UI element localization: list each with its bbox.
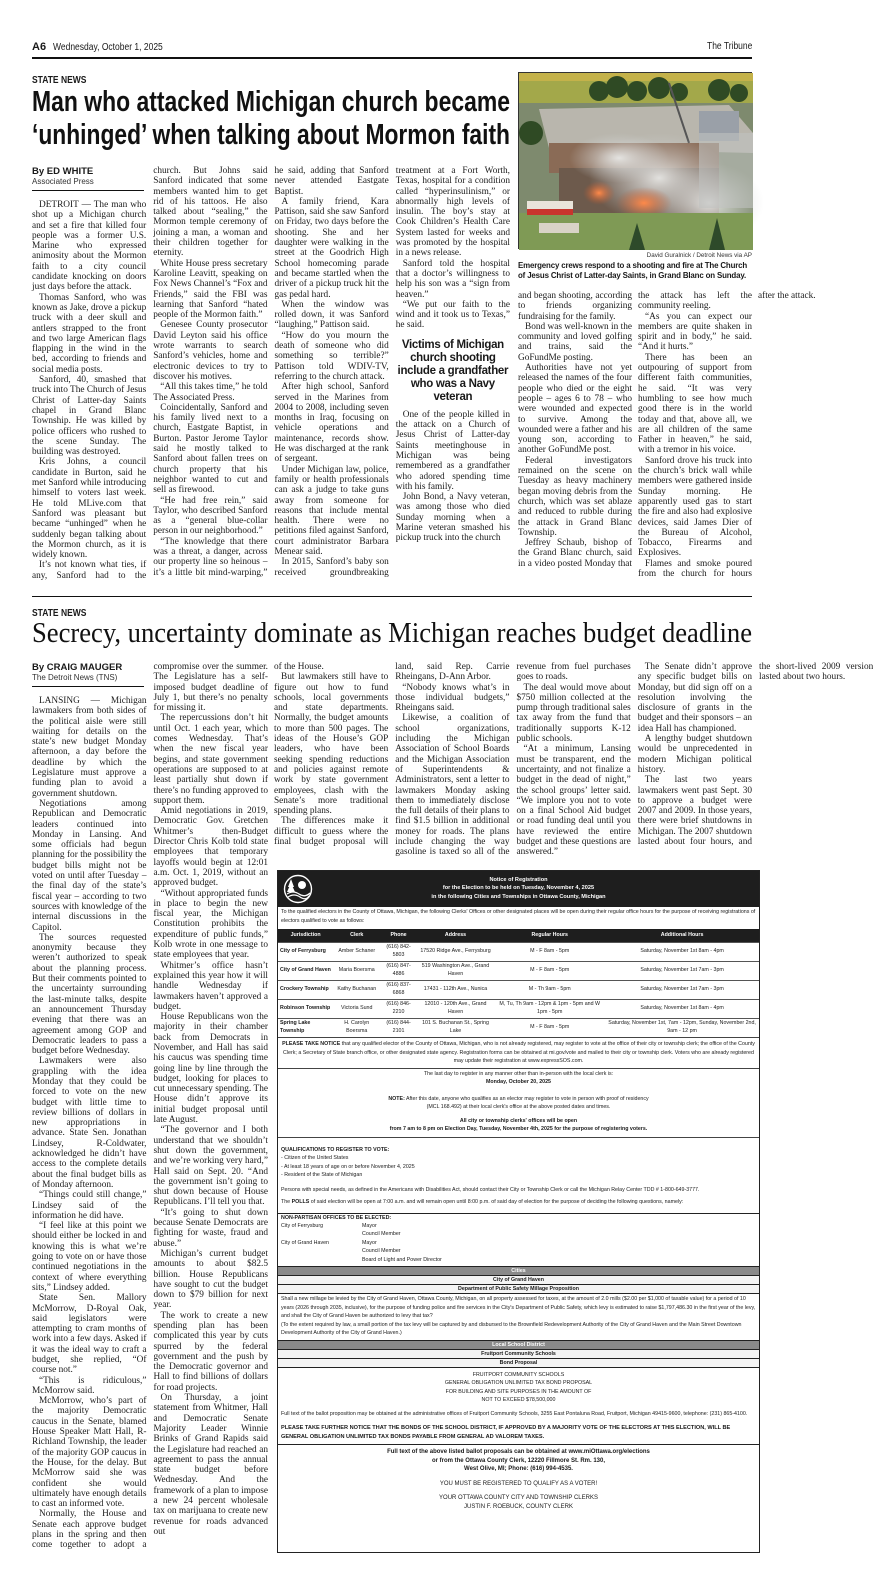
issue-date: Wednesday, October 1, 2025 — [52, 42, 163, 53]
millage-text: Shall a new millage be levied by the City of Grand Haven, Ottawa County, Michigan, on all property assessed for taxes, at the amount of 2.0 mills ($2.00 per $1,000 of taxable value) for a period of 10 years (2026 through 2035, inclusive), for the purpose of funding police and fire services in the City's Department of Public Safety, which levy is estimated to raise $1,797,486.30 in the first year of the levy, and shall the City of Grand Haven be authorized to levy that tax? — [281, 1296, 756, 1320]
article-paragraph: DETROIT — The man who shot up a Michigan church and set a fire that killed four people was a former U.S. Marine who expressed animosity about the Mormon faith to a city council candidate knocking on doors just days before the attack. — [32, 200, 147, 293]
table-cell: 12010 - 120th Ave., Grand Haven — [417, 1000, 495, 1019]
polls-lead: The — [281, 1199, 292, 1205]
article-paragraph: Genesee County prosecutor David Leyton said his office wrote warrants to search Sanford’s vehicles, home and electronic devices to try to discover his motives. — [153, 320, 268, 382]
article1-headline — [32, 86, 510, 152]
school-name: Fruitport Community Schools — [278, 1349, 759, 1358]
article-paragraph: The sources requested anonymity because they weren’t authorized to speak about the planning process. But their comments pointed to the uncertainty surrounding the last-minute talks, despite an announcement Thursday evening that there was an agreement among GOP and Democratic leaders to pass a budget before Wednesday. — [32, 932, 147, 1057]
office-title: Council Member — [362, 1231, 401, 1238]
table-cell: H. Carolyn Boersma — [333, 1019, 380, 1038]
article2-body-main — [32, 662, 268, 1554]
qualification-item: - Resident of the State of Michigan — [281, 1172, 363, 1178]
notice-intro: To the qualified electors in the County of Ottawa, Michigan, the following Clerks' Offices or other designated places will be open during their regular office hours for the purpose of receiving registrations of electors qualified to vote as follows: — [281, 909, 756, 924]
table-cell: Saturday, November 1st 7am - 3pm — [605, 962, 759, 981]
headline-line — [32, 119, 510, 152]
table-cell: (616) 847-4886 — [380, 962, 416, 981]
article-paragraph: Thomas Sanford, who was known as Jake, drove a pickup truck with a deer skull and antlers strapped to the front and two large American flags flapping in the wind in the bed, according to friends and social media posts. — [32, 292, 147, 375]
office-jurisdiction — [278, 1230, 359, 1238]
table-cell: M - F 8am - 5pm — [494, 962, 605, 981]
election-day-hours: All city or township clerks' offices will be open — [459, 1117, 578, 1124]
office-title: Board of Light and Power Director — [362, 1256, 442, 1263]
polls-bold: POLLS — [291, 1199, 310, 1205]
qualification-item: - At least 18 years of age on or before November 4, 2025 — [281, 1163, 415, 1170]
article-paragraph: The work to create a new spending plan has been complicated this year by cuts spurred by the federal government and the push by the Democratic governor and Hall to find billions of dollars for road projects. — [153, 1310, 268, 1393]
article-paragraph: It’s not known what ties, if any, Sanford had to the church. But Johns said Sanford indicated that some members wanted him to get rid of his tattoos. He also talked about “sealing,” the Mormon temple ceremony of joining a man, a woman and their children together for eternity. — [32, 166, 268, 581]
article-paragraph: The repercussions don’t hit until Oct. 1 each year, which comes Wednesday. That’s when the new fiscal year begins, and state government operations are supposed to at least partially shut down if there’s no funding approved to support them. — [153, 713, 268, 806]
article-paragraph: Michigan’s current budget amounts to about $82.5 billion. House Republicans have sought to cut the budget down to $79 billion for next year. — [153, 1248, 268, 1311]
office-title: Mayor — [362, 1223, 377, 1229]
bond-line: GENERAL OBLIGATION UNLIMITED TAX BOND PROPOSAL — [444, 1380, 593, 1387]
table-cell: City of Grand Haven — [278, 962, 333, 981]
table-column-header: Address — [417, 929, 495, 943]
special-needs-text: Persons with special needs, as defined in the Americans with Disabilities Act, should contact their City or Township Clerk or call the Michigan Relay Center TDD # 1-800-649-3777. — [281, 1186, 700, 1193]
last-day-text: The last day to register in any manner other than in-person with the local clerk is: — [423, 1070, 614, 1077]
table-cell: (616) 846-2210 — [380, 1000, 416, 1019]
signoff-line: JUSTIN F. ROEBUCK, COUNTY CLERK — [464, 1504, 573, 1510]
article-paragraph: John Bond, a Navy veteran, was among those who died Sunday morning when a Marine veteran smashed his pickup truck into the church — [395, 492, 510, 544]
bond-text: Full text of the ballot proposition may be obtained at the administrative offices of Fruitport Community Schools, 3255 East Pontaluna Road, Fruitport, Michigan 49415-9600, telephone: (231) 865-4100. — [281, 1410, 748, 1417]
table-cell: (616) 842-5803 — [380, 943, 416, 962]
qualification-item: - Citizen of the United States — [281, 1155, 349, 1161]
qualifications-section — [278, 1137, 759, 1213]
table-column-header: Phone — [380, 929, 416, 943]
full-text-line: Full text of the above listed ballot proposals can be obtained at www.miOttawa.org/elections — [387, 1449, 650, 1456]
article1-body-continued — [518, 291, 816, 587]
article-paragraph: Kris Johns, a council candidate in Burton, said he met Sanford while introducing himself to voters last week. He told MLive.com that Sanford was pleasant but became “unhinged” when he suddenly began talking about the Mormon church, as it is widely known. — [32, 457, 147, 561]
article-paragraph: A lengthy budget shutdown would be unprecedented in modern Michigan political history. — [637, 734, 752, 775]
byline — [32, 166, 144, 191]
article-paragraph: Likewise, a coalition of school organizations, including the Michigan Association of School Boards and the Michigan Association of Superintendents & Administrators, sent a letter to lawmakers Monday asking them to immediately disclose the full details of their plans to find $1.5 billion in additional money for roads. The plans include changing the way gasoline is taxed so all of the revenue from fuel purchases goes to roads. — [395, 662, 631, 858]
article-paragraph: “All this takes time,” he told The Associated Press. — [153, 382, 268, 403]
article-paragraph: McMorrow, who’s part of the majority Democratic caucus in the Senate, blamed House Speaker Matt Hall, R-Richland Township, the leader of the majority GOP caucus in the House, for the delay. But McMorrow said she was confident she would ultimately have enough details to cast an informed vote. — [32, 1396, 147, 1510]
article-paragraph: Amid negotiations in 2019, Democratic Gov. Gretchen Whitmer’s then-Budget Director Chris Kolb told state employees that temporary layoffs would begin at 12:01 a.m. Oct. 1, 2019, without an approved budget. — [153, 806, 268, 889]
article-paragraph: The Senate didn’t approve any specific budget bills on Monday, but did sign off on a resolution involving the disclosure of grants in the budget and their sponsors – an idea Hall has championed. — [637, 662, 752, 734]
bond-line: NOT TO EXCEED $78,500,000 — [481, 1397, 556, 1404]
office-jurisdiction — [278, 1256, 359, 1264]
article-paragraph: “At a minimum, Lansing must be transparent, end the uncertainty, and not finalize a budget in the dead of night,” the school groups’ letter said. “We implore you not to vote on a final School Aid budget or road funding deal until you have reviewed the entire budget and these questions are answered.” — [516, 744, 631, 858]
article-paragraph: Flames and smoke poured from the church for hours after the attack. — [638, 291, 816, 580]
article-paragraph: On Thursday, a joint statement from Whitmer, Hall and Democratic Senate Majority Leader Winnie Brinks of Grand Rapids said the Legislature had reached an agreement to pass the annual state budget before Wednesday. And the framework of a plan to impose a new 24 percent wholesale tax on marijuana to create new revenue for roads advanced out — [153, 1393, 268, 1537]
table-cell: Amber Schaner — [333, 943, 380, 962]
city-name: City of Grand Haven — [278, 1275, 759, 1284]
note-lead: NOTE: — [388, 1095, 405, 1102]
bond-proposal — [278, 1367, 759, 1445]
take-notice-lead: PLEASE TAKE NOTICE — [282, 1041, 341, 1047]
section-label: STATE NEWS — [32, 608, 87, 619]
table-cell: 17431 - 112th Ave., Nunica — [417, 981, 495, 1000]
headline-line — [32, 617, 752, 651]
table-column-header: Clerk — [333, 929, 380, 943]
must-register-text: YOU MUST BE REGISTERED TO QUALIFY AS A VOTER! — [439, 1480, 598, 1487]
millage-proposition — [278, 1293, 759, 1340]
article-paragraph: Lawmakers were also grappling with the idea Monday that they could be forced to vote on the new budget with little time to review billions of dollars in new appropriations in advance. State Sen. Jonathan Lindsey, R-Coldwater, acknowledged he didn’t have access to the complete details about the final budget bills as of Monday afternoon. — [32, 1056, 147, 1190]
article-paragraph: When the window was rolled down, it was Sanford “laughing,” Pattison said. — [274, 299, 389, 331]
full-text-line: West Olive, MI; Phone: (616) 994-4535. — [464, 1466, 573, 1473]
byline-author: By ED WHITE — [32, 166, 94, 177]
table-cell: M - F 8am - 5pm — [494, 943, 605, 962]
table-column-header: Regular Hours — [494, 929, 605, 943]
headline-text: ‘unhinged’ when talking about Mormon faith — [32, 119, 510, 151]
office-jurisdiction: City of Grand Haven — [281, 1239, 329, 1246]
article-paragraph: “I feel like at this point we should either be locked in and knowing this is what we’re going to vote on or have those continued negotiations in the context of where everything sits,” Lindsey added. — [32, 1221, 147, 1293]
article-paragraph: The differences make it difficult to guess where the final budget proposal will land, said Rep. Carrie Rheingans, D-Ann Arbor. — [274, 662, 510, 848]
article-paragraph: Sanford, 40, smashed that truck into The Church of Jesus Christ of Latter-day Saints chapel in Grand Blanc Township. He was killed by police officers who rushed to the scene Sunday. The building was destroyed. — [32, 375, 147, 458]
article-paragraph: Jeffrey Schaub, bishop of the Grand Blanc church, said in a video posted Monday that the attack has left the community reeling. — [518, 291, 752, 569]
note-text: (MCL 168.492) at their local clerk's office at the above posted dates and times. — [426, 1104, 611, 1110]
header-rule — [32, 57, 752, 59]
offices-title: NON-PARTISAN OFFICES TO BE ELECTED: — [281, 1214, 392, 1221]
table-cell: M, Tu, Th 9am - 12pm & 1pm - 5pm and W 1pm - 5pm — [494, 1000, 605, 1019]
table-cell: (616) 844-2101 — [380, 1019, 416, 1038]
office-row — [278, 1247, 445, 1255]
table-cell: Kathy Buchanan — [333, 981, 380, 1000]
note-text: After this date, anyone who qualifies as an elector may register to vote in person with proof of residency — [404, 1095, 649, 1102]
table-cell: Saturday, November 1st 7am - 3pm — [605, 981, 759, 1000]
polls-text — [281, 1198, 756, 1207]
article-paragraph: But lawmakers still have to figure out how to fund schools, local governments and state departments. Normally, the budget amounts to more than 500 pages. The ideas of the House’s GOP leaders, who have been seeking spending reductions and policies against remote work by state government employees, clash with the Senate’s more traditional spending plans. — [274, 672, 389, 817]
article-paragraph: “We put our faith to the wind and it took us to Texas,” he said. — [395, 299, 510, 331]
article-paragraph: A family friend, Kara Pattison, said she saw Sanford on Friday, two days before the shooting. She and her daughter were walking in the street at the Goodrich High School homecoming parade and became startled when the driver of a pickup truck hit the gas pedal hard. — [274, 196, 389, 300]
office-row — [278, 1222, 445, 1230]
article-paragraph: The last two years lawmakers went past Sept. 30 to approve a budget were 2007 and 2009. In those years, there were brief shutdowns in Michigan. The 2007 shutdown lasted about four hours, and the short-lived 2009 version lasted about two hours. — [637, 662, 873, 848]
publication-name: The Tribune — [706, 41, 752, 52]
take-notice-text: that any qualified elector of the County of Ottawa, Michigan, who is not already registered, may register to vote at the office of their city or township clerk; the office of the County Clerk; a Secretary of State branch office, or other designated state agency. Registration forms can be obtained at mi.gov/vote and mailed to their city or township clerk. Voters who are already registered may update their registration at www.expressSOS.com. — [283, 1041, 755, 1064]
ottawa-county-seal-icon — [283, 874, 313, 904]
article-paragraph: Sanford drove his truck into the church’s brick wall while members were gathered inside Sunday morning. He apparently used gas to start the fire and also had explosive devices, said James Dier of the Bureau of Alcohol, Tobacco, Firearms and Explosives. — [638, 455, 752, 559]
bond-notice: PLEASE TAKE FURTHER NOTICE THAT THE BONDS OF THE SCHOOL DISTRICT, IF APPROVED BY A MAJORITY VOTE OF THE ELECTORS AT THIS ELECTION, WILL BE GENERAL OBLIGATION UNLIMITED TAX BONDS PAYABLE FROM GENERAL AD VALOREM TAXES. — [281, 1425, 731, 1440]
table-row — [278, 1019, 759, 1038]
church-fire-photo — [518, 72, 752, 249]
signoff-line: YOUR OTTAWA COUNTY CITY AND TOWNSHIP CLERKS — [439, 1495, 598, 1502]
article-paragraph: The deal would move about $750 million collected at the pump through traditional sales tax away from the fund that traditionally supports K-12 public schools. — [516, 682, 631, 745]
article-paragraph: Negotiations among Republican and Democratic leaders continued into Monday in Lansing. And some officials had begun planning for the possibility the budget bills might not be voted on until after Tuesday – the final day of the state’s fiscal year – according to two sources with knowledge of the internal discussions in the Capitol. — [32, 798, 147, 933]
table-row — [278, 943, 759, 962]
article-paragraph: “The knowledge that there was a threat, a danger, across our property line so heinous – it’s a little bit mind-warping,” he said, adding that Sanford never attended Eastgate Baptist. — [153, 166, 389, 578]
registration-notice — [277, 870, 760, 1553]
millage-title: Department of Public Safety Millage Proposition — [278, 1284, 759, 1293]
table-cell: Crockery Township — [278, 981, 333, 1000]
table-cell: M - Th 9am - 5pm — [494, 981, 605, 1000]
article-paragraph: After high school, Sanford served in the Marines from 2004 to 2008, including seven months in Iraq, focusing on vehicle operations and maintenance, records show. He was discharged at the rank of sergeant. — [274, 382, 389, 465]
registration-deadline — [278, 1068, 759, 1137]
byline-organization: The Detroit News (TNS) — [32, 673, 118, 682]
article-paragraph: of the House. — [274, 662, 324, 672]
notice-subtitle: for the Election to be held on Tuesday, November 4, 2025 — [442, 885, 595, 892]
table-row — [278, 962, 759, 981]
table-cell: 101 S. Buchanan St., Spring Lake — [417, 1019, 495, 1038]
offices-table — [278, 1222, 445, 1264]
article-paragraph: “As you can expect our members are quite shaken in spirit and in body,” he said. “And it hurts.” — [638, 311, 752, 353]
article-paragraph: Under Michigan law, police, family or health professionals can ask a judge to take guns away from someone for reasons that include mental health. There were no petitions filed against Sanford, court administrator Barbara Menear said. — [274, 464, 389, 557]
article-paragraph: Coincidentally, Sanford and his family lived next to a church, Eastgate Baptist, in Burton. Pastor Jerome Taylor said he mostly talked to Sanford about fallen trees on church property that his neighbor wanted to cut and sell as firewood. — [153, 402, 268, 496]
article2-headline — [32, 617, 752, 651]
table-cell: Victoria Sund — [333, 1000, 380, 1019]
school-district-bar: Local School District — [278, 1340, 759, 1349]
article-paragraph: Sanford told the hospital that a doctor’s willingness to help his son was a “sign from heaven.” — [395, 258, 510, 300]
article-paragraph: “Things could still change,” Lindsey said of the information he did have. — [32, 1190, 147, 1221]
notice-header — [278, 871, 759, 907]
article-subhead: Victims of Michigan church shooting include a grandfather who was a Navy veteran — [397, 338, 509, 403]
table-cell: Robinson Township — [278, 1000, 333, 1019]
qualifications-title: QUALIFICATIONS TO REGISTER TO VOTE: — [281, 1146, 390, 1153]
take-notice-paragraph — [278, 1037, 759, 1068]
article-paragraph: “Nobody knows what’s in those individual budgets,” Rheingans said. — [395, 682, 510, 714]
section-divider — [32, 596, 752, 597]
office-row — [278, 1230, 445, 1238]
table-row — [278, 981, 759, 1000]
aerial-fire-photo-image — [519, 73, 753, 250]
table-row — [278, 1000, 759, 1019]
byline — [32, 662, 144, 687]
article-paragraph: Normally, the House and Senate each approve budget plans in the spring and then come together to adopt a compromise over the summer. The Legislature has a self-imposed budget deadline of July 1, but there’s no penalty for missing it. — [32, 662, 268, 1551]
table-cell: (616) 837-6868 — [380, 981, 416, 1000]
article-paragraph: Federal investigators remained on the scene on Tuesday as heavy machinery began moving debris from the church, which was set ablaze and reduced to rubble during the attack in Grand Blanc Township. — [518, 455, 632, 538]
article-paragraph: White House press secretary Karoline Leavitt, speaking on Fox News Channel’s “Fox and Friends,” said the FBI was learning that Sanford “hated people of the Mormon faith.” — [153, 258, 268, 321]
offices-section — [278, 1213, 759, 1267]
bond-line: FRUITPORT COMMUNITY SCHOOLS — [472, 1371, 565, 1378]
notice-title: Notice of Registration — [489, 877, 548, 883]
office-row — [278, 1239, 445, 1247]
office-row — [278, 1256, 445, 1264]
last-day-date: Monday, October 20, 2025 — [486, 1079, 551, 1085]
page-header — [32, 41, 752, 55]
article-paragraph: Bond was well-known in the community and loved golfing and trains, said the GoFundMe posting. — [518, 321, 632, 363]
photo-caption: Emergency crews respond to a shooting and fire at The Church of Jesus Christ of Latter-day Saints, in Grand Blanc on Sunday. — [518, 261, 748, 280]
article-paragraph: LANSING — Michigan lawmakers from both sides of the political aisle were still waiting for details on the state’s new budget Monday afternoon, a day before the deadline by which the Legislature must approve a funding plan to avoid a government shutdown. — [32, 696, 147, 799]
table-cell: 17520 Ridge Ave., Ferrysburg — [417, 943, 495, 962]
table-header-row — [278, 929, 759, 943]
table-column-header: Additional Hours — [605, 929, 759, 943]
article-paragraph: Authorities have not yet released the names of the four people who died or the eight people – ages 6 to 78 – who were wounded and expected to survive. Among the wounded were a father and his young son, according to another GoFundMe post. — [518, 363, 632, 456]
article-paragraph: There has been an outpouring of support from different faith communities, he said. “It was very humbling to see how much good there is in the world today and that, above all, we are all children of the same Father in heaven,” he said, with a tremor in his voice. — [638, 352, 752, 456]
table-cell: Maria Boersma — [333, 962, 380, 981]
full-text-line: or from the Ottawa County Clerk, 12220 Fillmore St. Rm. 130, — [431, 1457, 606, 1464]
table-cell: City of Ferrysburg — [278, 943, 333, 962]
article-paragraph: State Sen. Mallory McMorrow, D-Royal Oak, said legislators were attempting to cram months of work into a few days. Asked if it was the ideal way to craft a budget, she replied, “Of course not.” — [32, 1293, 147, 1376]
bond-line: FOR BUILDING AND SITE PURPOSES IN THE AMOUNT OF — [445, 1388, 592, 1395]
headline-text: Man who attacked Michigan church became — [32, 86, 510, 118]
article1-body-main — [32, 166, 510, 587]
cities-bar: Cities — [278, 1266, 759, 1275]
page-number: A6 — [32, 41, 47, 53]
article-paragraph: “Without appropriated funds in place to begin the new fiscal year, the Michigan Constitution prohibits the expenditure of public funds,” Kolb wrote in one message to state employees that year. — [153, 888, 268, 961]
section-label: STATE NEWS — [32, 75, 87, 86]
article-paragraph: and began shooting, according to friends organizing fundraising for the family. — [518, 291, 632, 322]
table-column-header: Jurisdiction — [278, 929, 333, 943]
table-cell: Saturday, November 1st, 7am - 12pm, Sunday, November 2nd, 9am - 12 pm — [605, 1019, 759, 1038]
notice-footer — [278, 1444, 759, 1516]
headline-line — [32, 86, 510, 119]
article-paragraph: “How do you mourn the death of someone who did something so terrible?” Pattison told WDIV-TV, referring to the church attack. — [274, 330, 389, 382]
table-cell: Saturday, November 1st 8am - 4pm — [605, 943, 759, 962]
notice-subtitle: in the following Cities and Townships in Ottawa County, Michigan — [431, 893, 606, 900]
article-paragraph: “He had free rein,” said Taylor, who described Sanford as a “general blue-collar person in our neighborhood.” — [153, 495, 268, 537]
office-jurisdiction — [278, 1247, 359, 1255]
table-cell: Saturday, November 1st 8am - 4pm — [605, 1000, 759, 1019]
table-cell: 519 Washington Ave., Grand Haven — [417, 962, 495, 981]
byline-author: By CRAIG MAUGER — [32, 662, 123, 673]
article-paragraph: One of the people killed in the attack on a Church of Jesus Christ of Latter-day Saints meetinghouse in Michigan was being remembered as a grandfather who adored spending time with his family. — [395, 409, 510, 492]
article-paragraph: House Republicans won the majority in their chamber back from Democrats in November, and Hall has said his caucus was spending time going line by line through the budget, looking for places to cut unnecessary spending. The House didn’t approve its initial budget proposal until late August. — [153, 1012, 268, 1126]
office-title: Council Member — [362, 1248, 401, 1255]
article-paragraph: In 2015, Sanford’s baby son received groundbreaking treatment at a Fort Worth, Texas, hospital for a condition called “hyperinsulinism,” or abnormally high levels of insulin. The boy’s stay at Cook Children’s Health Care System lasted for weeks and was promoted by the hospital in a news release. — [274, 166, 510, 578]
office-title: Mayor — [362, 1239, 377, 1246]
article2-body-continued — [274, 662, 873, 862]
bond-title: Bond Proposal — [278, 1358, 759, 1367]
table-cell: Spring Lake Township — [278, 1019, 333, 1038]
office-jurisdiction: City of Ferrysburg — [281, 1223, 324, 1229]
article-paragraph: “The governor and I both understand that we shouldn’t shut down the government, and we’re working very hard,” Hall said on Sept. 20. “And the government isn’t going to shut down because of House Republicans. I’ll tell you that. — [153, 1125, 268, 1208]
election-day-hours: from 7 am to 8 pm on Election Day, Tuesday, November 4th, 2025 for the purpose of registering voters. — [389, 1126, 648, 1132]
article-paragraph: “This is ridiculous,” McMorrow said. — [32, 1375, 147, 1396]
table-cell: M - F 8am - 5pm — [494, 1019, 605, 1038]
photo-credit: David Guralnick / Detroit News via AP — [646, 252, 752, 259]
headline-text: Secrecy, uncertainty dominate as Michigan reaches budget deadline — [32, 618, 752, 649]
byline-organization: Associated Press — [32, 177, 94, 186]
article-paragraph: “It’s going to shut down because Senate Democrats are fighting for waste, fraud and abuse.” — [153, 1207, 268, 1249]
polls-body: of said election will be open at 7:00 a.m. and will remain open until 8:00 p.m. of said day of election for the purpose of deciding the following questions, namely: — [309, 1199, 684, 1205]
millage-note: (To the extent required by law, a small portion of the tax levy will be captured by and disbursed to the Brownfield Redevelopment Authority of the City of Grand Haven and the Main Street Downtown Development Authority of the City of Grand Haven.) — [281, 1321, 742, 1337]
article-paragraph: Whitmer’s office hasn’t explained this year how it will handle Wednesday if lawmakers haven’t approved a budget. — [153, 960, 268, 1012]
clerk-offices-table — [278, 929, 759, 1037]
